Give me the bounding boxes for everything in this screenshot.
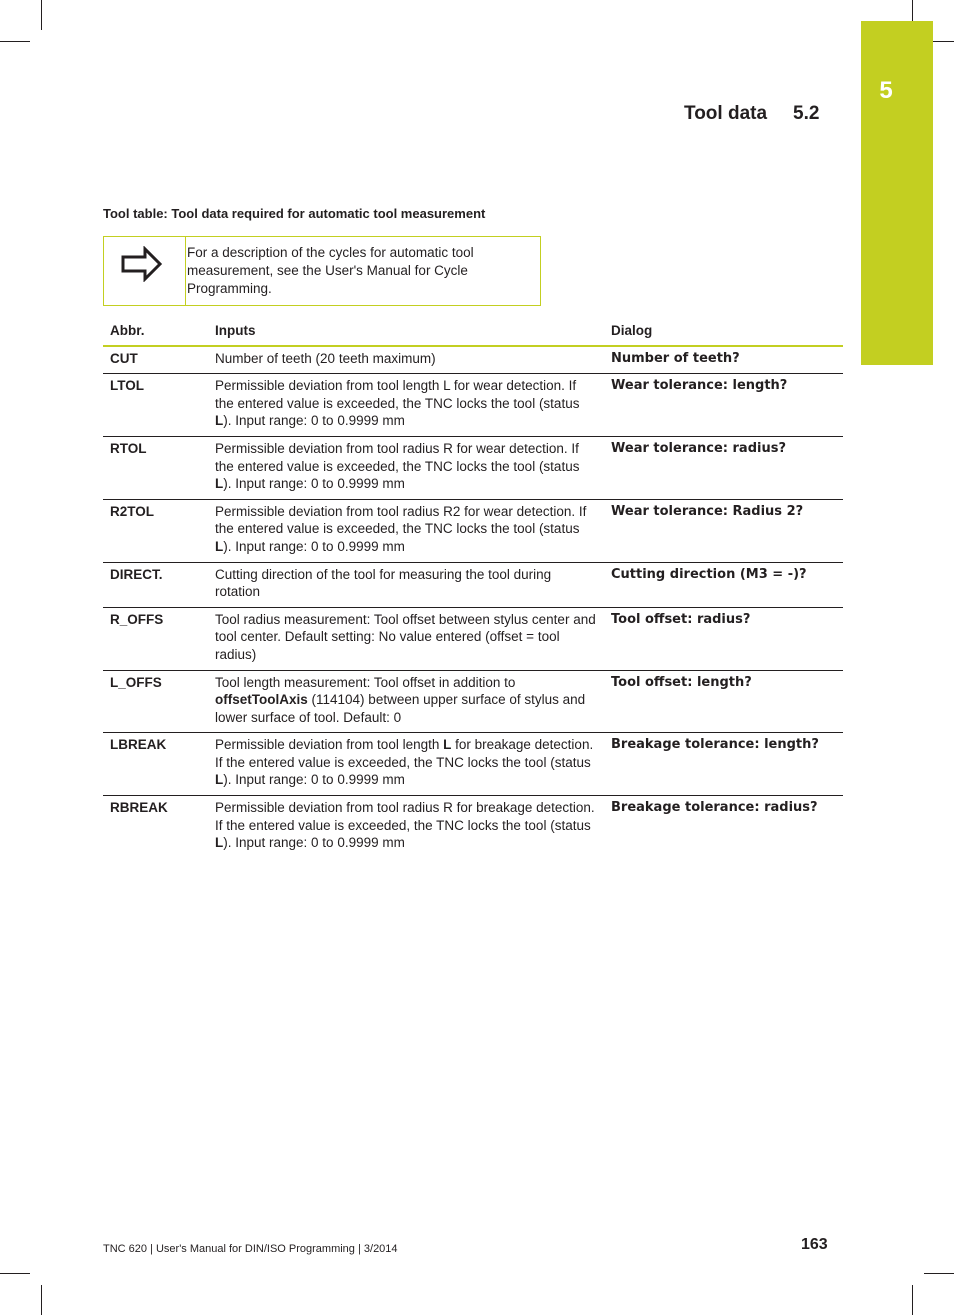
row-dialog: Number of teeth? xyxy=(604,346,843,374)
table-row xyxy=(103,346,843,374)
note-box xyxy=(103,236,541,306)
row-abbr: RTOL xyxy=(103,436,208,499)
row-inputs: Cutting direction of the tool for measuring the tool during rotation xyxy=(208,562,604,607)
crop-mark xyxy=(912,1285,913,1315)
table-row xyxy=(103,670,843,733)
row-dialog: Tool offset: length? xyxy=(604,670,843,733)
crop-mark xyxy=(0,41,30,42)
row-inputs: Tool length measurement: Tool offset in addition to offsetToolAxis (114104) between upper surface of stylus and lower surface of tool. Default: 0 xyxy=(208,670,604,733)
section-title: Tool table: Tool data required for automatic tool measurement xyxy=(103,206,486,221)
row-dialog: Tool offset: radius? xyxy=(604,607,843,670)
page-number: 163 xyxy=(801,1236,828,1253)
row-abbr: DIRECT. xyxy=(103,562,208,607)
table-row xyxy=(103,607,843,670)
table-row xyxy=(103,733,843,796)
header-abbr: Abbr. xyxy=(103,320,208,346)
arrow-right-icon xyxy=(120,246,164,282)
row-dialog: Wear tolerance: Radius 2? xyxy=(604,499,843,562)
note-divider xyxy=(185,237,186,305)
row-dialog: Breakage tolerance: radius? xyxy=(611,800,818,816)
footer-text: TNC 620 | User's Manual for DIN/ISO Programming | 3/2014 xyxy=(103,1243,398,1255)
row-inputs: Number of teeth (20 teeth maximum) xyxy=(208,346,604,374)
header-inputs: Inputs xyxy=(208,320,604,346)
row-abbr: RBREAK xyxy=(110,800,168,816)
note-text: For a description of the cycles for automatic tool measurement, see the User's Manual for Cycle Programming. xyxy=(187,245,474,296)
row-inputs: Permissible deviation from tool length L for breakage detection. If the entered value is exceeded, the TNC locks the tool (status L). Input range: 0 to 0.9999 mm xyxy=(208,733,604,796)
table-row xyxy=(103,499,843,562)
table-row xyxy=(103,562,843,607)
running-head xyxy=(684,103,819,125)
row-abbr: R_OFFS xyxy=(103,607,208,670)
crop-mark xyxy=(0,1273,30,1274)
row-inputs: Permissible deviation from tool radius R2 for wear detection. If the entered value is exceeded, the TNC locks the tool (status L). Input range: 0 to 0.9999 mm xyxy=(208,499,604,562)
row-inputs: Permissible deviation from tool length L for wear detection. If the entered value is exceeded, the TNC locks the tool (status L). Input range: 0 to 0.9999 mm xyxy=(208,374,604,437)
row-inputs: Permissible deviation from tool radius R for wear detection. If the entered value is exceeded, the TNC locks the tool (status L). Input range: 0 to 0.9999 mm xyxy=(208,436,604,499)
row-abbr: L_OFFS xyxy=(103,670,208,733)
row-abbr: LBREAK xyxy=(103,733,208,796)
running-head-section: 5.2 xyxy=(793,103,820,124)
row-inputs: Permissible deviation from tool radius R for breakage detection. If the entered value is exceeded, the TNC locks the tool (status L). Input range: 0 to 0.9999 mm xyxy=(215,800,595,851)
running-head-title: Tool data xyxy=(684,103,768,124)
crop-mark xyxy=(41,1285,42,1315)
crop-mark xyxy=(41,0,42,30)
chapter-tab xyxy=(861,21,933,365)
row-dialog: Wear tolerance: radius? xyxy=(604,436,843,499)
row-inputs: Tool radius measurement: Tool offset between stylus center and tool center. Default setting: No value entered (offset = tool radius) xyxy=(208,607,604,670)
table-header-row xyxy=(103,320,843,346)
tool-data-table xyxy=(103,320,843,858)
row-abbr: R2TOL xyxy=(103,499,208,562)
table-row xyxy=(103,374,843,437)
table-row xyxy=(103,796,843,858)
table-row xyxy=(103,436,843,499)
header-dialog: Dialog xyxy=(604,320,843,346)
crop-mark xyxy=(924,1273,954,1274)
row-dialog: Breakage tolerance: length? xyxy=(604,733,843,796)
row-abbr: LTOL xyxy=(103,374,208,437)
row-dialog: Wear tolerance: length? xyxy=(604,374,843,437)
row-dialog: Cutting direction (M3 = -)? xyxy=(604,562,843,607)
chapter-number: 5 xyxy=(879,77,893,104)
row-abbr: CUT xyxy=(103,346,208,374)
